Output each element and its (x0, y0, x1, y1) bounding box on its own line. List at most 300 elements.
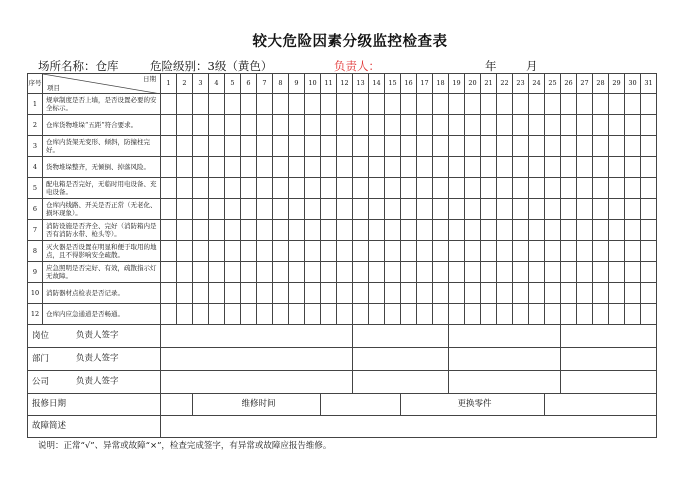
check-cell[interactable] (177, 157, 193, 178)
check-cell[interactable] (609, 283, 625, 304)
check-cell[interactable] (513, 220, 529, 241)
check-cell[interactable] (305, 136, 321, 157)
signature-field[interactable] (353, 325, 449, 348)
check-cell[interactable] (273, 136, 289, 157)
check-cell[interactable] (593, 157, 609, 178)
check-cell[interactable] (497, 304, 513, 325)
check-cell[interactable] (161, 136, 177, 157)
check-cell[interactable] (305, 199, 321, 220)
check-cell[interactable] (481, 115, 497, 136)
check-cell[interactable] (449, 283, 465, 304)
check-cell[interactable] (241, 262, 257, 283)
check-cell[interactable] (577, 262, 593, 283)
check-cell[interactable] (401, 178, 417, 199)
check-cell[interactable] (385, 262, 401, 283)
check-cell[interactable] (353, 220, 369, 241)
check-cell[interactable] (609, 178, 625, 199)
check-cell[interactable] (401, 115, 417, 136)
check-cell[interactable] (513, 157, 529, 178)
check-cell[interactable] (497, 262, 513, 283)
check-cell[interactable] (385, 136, 401, 157)
check-cell[interactable] (593, 136, 609, 157)
check-cell[interactable] (465, 262, 481, 283)
check-cell[interactable] (209, 178, 225, 199)
check-cell[interactable] (161, 178, 177, 199)
check-cell[interactable] (225, 283, 241, 304)
check-cell[interactable] (593, 115, 609, 136)
check-cell[interactable] (177, 220, 193, 241)
check-cell[interactable] (497, 241, 513, 262)
check-cell[interactable] (609, 199, 625, 220)
check-cell[interactable] (257, 94, 273, 115)
fault-description-field[interactable] (161, 416, 657, 438)
check-cell[interactable] (593, 178, 609, 199)
check-cell[interactable] (545, 115, 561, 136)
check-cell[interactable] (497, 199, 513, 220)
check-cell[interactable] (369, 94, 385, 115)
check-cell[interactable] (241, 94, 257, 115)
check-cell[interactable] (449, 262, 465, 283)
check-cell[interactable] (401, 136, 417, 157)
check-cell[interactable] (593, 94, 609, 115)
check-cell[interactable] (401, 157, 417, 178)
check-cell[interactable] (321, 178, 337, 199)
check-cell[interactable] (433, 220, 449, 241)
check-cell[interactable] (385, 178, 401, 199)
check-cell[interactable] (545, 178, 561, 199)
check-cell[interactable] (529, 220, 545, 241)
check-cell[interactable] (193, 241, 209, 262)
check-cell[interactable] (305, 157, 321, 178)
check-cell[interactable] (161, 241, 177, 262)
check-cell[interactable] (337, 115, 353, 136)
check-cell[interactable] (545, 283, 561, 304)
repair-date-field[interactable] (161, 394, 193, 416)
check-cell[interactable] (609, 220, 625, 241)
check-cell[interactable] (225, 178, 241, 199)
check-cell[interactable] (177, 262, 193, 283)
check-cell[interactable] (481, 199, 497, 220)
check-cell[interactable] (609, 115, 625, 136)
check-cell[interactable] (177, 115, 193, 136)
check-cell[interactable] (209, 304, 225, 325)
check-cell[interactable] (337, 178, 353, 199)
check-cell[interactable] (321, 262, 337, 283)
check-cell[interactable] (385, 157, 401, 178)
check-cell[interactable] (497, 157, 513, 178)
check-cell[interactable] (529, 157, 545, 178)
check-cell[interactable] (449, 178, 465, 199)
check-cell[interactable] (241, 178, 257, 199)
check-cell[interactable] (641, 220, 657, 241)
check-cell[interactable] (641, 94, 657, 115)
check-cell[interactable] (225, 220, 241, 241)
check-cell[interactable] (209, 220, 225, 241)
check-cell[interactable] (433, 283, 449, 304)
check-cell[interactable] (401, 94, 417, 115)
check-cell[interactable] (593, 241, 609, 262)
check-cell[interactable] (289, 157, 305, 178)
check-cell[interactable] (337, 262, 353, 283)
check-cell[interactable] (177, 199, 193, 220)
check-cell[interactable] (177, 283, 193, 304)
check-cell[interactable] (561, 115, 577, 136)
signature-field[interactable] (561, 371, 657, 394)
check-cell[interactable] (545, 157, 561, 178)
check-cell[interactable] (305, 241, 321, 262)
check-cell[interactable] (353, 199, 369, 220)
check-cell[interactable] (513, 136, 529, 157)
check-cell[interactable] (257, 157, 273, 178)
check-cell[interactable] (417, 262, 433, 283)
check-cell[interactable] (193, 220, 209, 241)
check-cell[interactable] (465, 136, 481, 157)
check-cell[interactable] (465, 94, 481, 115)
check-cell[interactable] (401, 241, 417, 262)
check-cell[interactable] (561, 241, 577, 262)
signature-field[interactable] (561, 325, 657, 348)
check-cell[interactable] (417, 283, 433, 304)
check-cell[interactable] (225, 136, 241, 157)
check-cell[interactable] (561, 178, 577, 199)
check-cell[interactable] (449, 304, 465, 325)
check-cell[interactable] (161, 283, 177, 304)
check-cell[interactable] (193, 157, 209, 178)
check-cell[interactable] (465, 283, 481, 304)
check-cell[interactable] (417, 178, 433, 199)
check-cell[interactable] (177, 178, 193, 199)
check-cell[interactable] (337, 220, 353, 241)
check-cell[interactable] (529, 199, 545, 220)
check-cell[interactable] (433, 115, 449, 136)
check-cell[interactable] (625, 94, 641, 115)
check-cell[interactable] (513, 262, 529, 283)
check-cell[interactable] (449, 136, 465, 157)
check-cell[interactable] (225, 157, 241, 178)
check-cell[interactable] (241, 199, 257, 220)
check-cell[interactable] (273, 94, 289, 115)
check-cell[interactable] (561, 94, 577, 115)
check-cell[interactable] (433, 178, 449, 199)
check-cell[interactable] (625, 199, 641, 220)
check-cell[interactable] (289, 94, 305, 115)
check-cell[interactable] (481, 157, 497, 178)
check-cell[interactable] (545, 199, 561, 220)
check-cell[interactable] (417, 199, 433, 220)
repair-time-field[interactable] (321, 394, 401, 416)
check-cell[interactable] (257, 178, 273, 199)
check-cell[interactable] (337, 94, 353, 115)
check-cell[interactable] (385, 241, 401, 262)
check-cell[interactable] (177, 241, 193, 262)
check-cell[interactable] (561, 304, 577, 325)
check-cell[interactable] (641, 241, 657, 262)
check-cell[interactable] (561, 220, 577, 241)
check-cell[interactable] (465, 199, 481, 220)
check-cell[interactable] (161, 115, 177, 136)
check-cell[interactable] (353, 136, 369, 157)
check-cell[interactable] (481, 220, 497, 241)
check-cell[interactable] (481, 94, 497, 115)
check-cell[interactable] (353, 241, 369, 262)
check-cell[interactable] (641, 304, 657, 325)
check-cell[interactable] (449, 157, 465, 178)
check-cell[interactable] (433, 262, 449, 283)
check-cell[interactable] (289, 262, 305, 283)
check-cell[interactable] (257, 283, 273, 304)
check-cell[interactable] (577, 220, 593, 241)
check-cell[interactable] (273, 178, 289, 199)
check-cell[interactable] (593, 262, 609, 283)
check-cell[interactable] (433, 157, 449, 178)
check-cell[interactable] (369, 199, 385, 220)
check-cell[interactable] (481, 283, 497, 304)
check-cell[interactable] (289, 283, 305, 304)
check-cell[interactable] (545, 136, 561, 157)
check-cell[interactable] (625, 220, 641, 241)
signature-field[interactable] (449, 348, 561, 371)
check-cell[interactable] (321, 136, 337, 157)
check-cell[interactable] (401, 283, 417, 304)
check-cell[interactable] (225, 262, 241, 283)
check-cell[interactable] (209, 283, 225, 304)
check-cell[interactable] (257, 241, 273, 262)
check-cell[interactable] (449, 94, 465, 115)
check-cell[interactable] (369, 262, 385, 283)
check-cell[interactable] (161, 220, 177, 241)
check-cell[interactable] (449, 199, 465, 220)
check-cell[interactable] (321, 220, 337, 241)
check-cell[interactable] (529, 283, 545, 304)
check-cell[interactable] (225, 199, 241, 220)
check-cell[interactable] (353, 115, 369, 136)
check-cell[interactable] (529, 178, 545, 199)
check-cell[interactable] (193, 178, 209, 199)
check-cell[interactable] (609, 157, 625, 178)
check-cell[interactable] (577, 136, 593, 157)
check-cell[interactable] (513, 178, 529, 199)
check-cell[interactable] (417, 304, 433, 325)
check-cell[interactable] (433, 94, 449, 115)
check-cell[interactable] (641, 283, 657, 304)
check-cell[interactable] (433, 241, 449, 262)
check-cell[interactable] (337, 136, 353, 157)
check-cell[interactable] (241, 283, 257, 304)
check-cell[interactable] (193, 304, 209, 325)
signature-field[interactable] (161, 325, 353, 348)
check-cell[interactable] (273, 241, 289, 262)
check-cell[interactable] (481, 241, 497, 262)
check-cell[interactable] (177, 304, 193, 325)
check-cell[interactable] (625, 262, 641, 283)
check-cell[interactable] (225, 115, 241, 136)
check-cell[interactable] (241, 115, 257, 136)
check-cell[interactable] (353, 178, 369, 199)
check-cell[interactable] (625, 157, 641, 178)
check-cell[interactable] (529, 115, 545, 136)
check-cell[interactable] (545, 220, 561, 241)
check-cell[interactable] (321, 94, 337, 115)
check-cell[interactable] (321, 283, 337, 304)
check-cell[interactable] (497, 178, 513, 199)
check-cell[interactable] (449, 220, 465, 241)
check-cell[interactable] (257, 115, 273, 136)
check-cell[interactable] (609, 136, 625, 157)
check-cell[interactable] (337, 304, 353, 325)
check-cell[interactable] (161, 157, 177, 178)
check-cell[interactable] (289, 115, 305, 136)
check-cell[interactable] (513, 94, 529, 115)
check-cell[interactable] (353, 157, 369, 178)
check-cell[interactable] (465, 178, 481, 199)
check-cell[interactable] (337, 199, 353, 220)
check-cell[interactable] (289, 136, 305, 157)
check-cell[interactable] (241, 241, 257, 262)
check-cell[interactable] (353, 283, 369, 304)
check-cell[interactable] (577, 199, 593, 220)
signature-field[interactable] (449, 325, 561, 348)
check-cell[interactable] (497, 115, 513, 136)
check-cell[interactable] (225, 304, 241, 325)
check-cell[interactable] (609, 262, 625, 283)
check-cell[interactable] (369, 220, 385, 241)
check-cell[interactable] (241, 157, 257, 178)
check-cell[interactable] (273, 220, 289, 241)
check-cell[interactable] (353, 94, 369, 115)
check-cell[interactable] (529, 136, 545, 157)
check-cell[interactable] (321, 199, 337, 220)
check-cell[interactable] (529, 304, 545, 325)
check-cell[interactable] (193, 199, 209, 220)
check-cell[interactable] (385, 94, 401, 115)
check-cell[interactable] (593, 199, 609, 220)
check-cell[interactable] (577, 157, 593, 178)
check-cell[interactable] (561, 199, 577, 220)
check-cell[interactable] (369, 304, 385, 325)
signature-field[interactable] (353, 371, 449, 394)
check-cell[interactable] (577, 115, 593, 136)
check-cell[interactable] (209, 115, 225, 136)
check-cell[interactable] (561, 136, 577, 157)
check-cell[interactable] (609, 241, 625, 262)
check-cell[interactable] (209, 94, 225, 115)
check-cell[interactable] (625, 178, 641, 199)
check-cell[interactable] (513, 283, 529, 304)
signature-field[interactable] (449, 371, 561, 394)
check-cell[interactable] (481, 136, 497, 157)
check-cell[interactable] (417, 220, 433, 241)
check-cell[interactable] (401, 220, 417, 241)
check-cell[interactable] (257, 262, 273, 283)
check-cell[interactable] (257, 304, 273, 325)
check-cell[interactable] (545, 94, 561, 115)
check-cell[interactable] (497, 220, 513, 241)
check-cell[interactable] (225, 241, 241, 262)
check-cell[interactable] (369, 115, 385, 136)
check-cell[interactable] (577, 283, 593, 304)
check-cell[interactable] (321, 115, 337, 136)
check-cell[interactable] (209, 262, 225, 283)
check-cell[interactable] (177, 136, 193, 157)
signature-field[interactable] (353, 348, 449, 371)
check-cell[interactable] (433, 304, 449, 325)
check-cell[interactable] (513, 199, 529, 220)
check-cell[interactable] (241, 136, 257, 157)
check-cell[interactable] (257, 220, 273, 241)
check-cell[interactable] (209, 157, 225, 178)
check-cell[interactable] (369, 157, 385, 178)
check-cell[interactable] (273, 115, 289, 136)
check-cell[interactable] (417, 94, 433, 115)
check-cell[interactable] (625, 115, 641, 136)
check-cell[interactable] (401, 262, 417, 283)
check-cell[interactable] (193, 115, 209, 136)
check-cell[interactable] (273, 283, 289, 304)
check-cell[interactable] (465, 157, 481, 178)
check-cell[interactable] (625, 136, 641, 157)
check-cell[interactable] (193, 262, 209, 283)
check-cell[interactable] (289, 199, 305, 220)
check-cell[interactable] (465, 220, 481, 241)
check-cell[interactable] (305, 262, 321, 283)
check-cell[interactable] (433, 199, 449, 220)
signature-field[interactable] (161, 371, 353, 394)
check-cell[interactable] (577, 94, 593, 115)
check-cell[interactable] (641, 178, 657, 199)
check-cell[interactable] (577, 241, 593, 262)
check-cell[interactable] (273, 304, 289, 325)
check-cell[interactable] (497, 136, 513, 157)
check-cell[interactable] (353, 304, 369, 325)
check-cell[interactable] (577, 178, 593, 199)
check-cell[interactable] (289, 241, 305, 262)
check-cell[interactable] (161, 199, 177, 220)
check-cell[interactable] (337, 157, 353, 178)
check-cell[interactable] (273, 157, 289, 178)
check-cell[interactable] (273, 199, 289, 220)
check-cell[interactable] (177, 94, 193, 115)
check-cell[interactable] (305, 283, 321, 304)
check-cell[interactable] (465, 115, 481, 136)
check-cell[interactable] (305, 115, 321, 136)
signature-field[interactable] (161, 348, 353, 371)
check-cell[interactable] (481, 262, 497, 283)
check-cell[interactable] (545, 241, 561, 262)
check-cell[interactable] (465, 241, 481, 262)
check-cell[interactable] (161, 94, 177, 115)
check-cell[interactable] (193, 283, 209, 304)
check-cell[interactable] (625, 304, 641, 325)
check-cell[interactable] (369, 241, 385, 262)
check-cell[interactable] (241, 304, 257, 325)
check-cell[interactable] (545, 304, 561, 325)
check-cell[interactable] (449, 241, 465, 262)
check-cell[interactable] (161, 304, 177, 325)
check-cell[interactable] (193, 94, 209, 115)
check-cell[interactable] (513, 241, 529, 262)
check-cell[interactable] (273, 262, 289, 283)
check-cell[interactable] (401, 199, 417, 220)
parts-field[interactable] (545, 394, 657, 416)
check-cell[interactable] (369, 178, 385, 199)
check-cell[interactable] (593, 304, 609, 325)
check-cell[interactable] (385, 220, 401, 241)
check-cell[interactable] (417, 136, 433, 157)
check-cell[interactable] (593, 220, 609, 241)
check-cell[interactable] (609, 94, 625, 115)
check-cell[interactable] (209, 199, 225, 220)
check-cell[interactable] (385, 199, 401, 220)
